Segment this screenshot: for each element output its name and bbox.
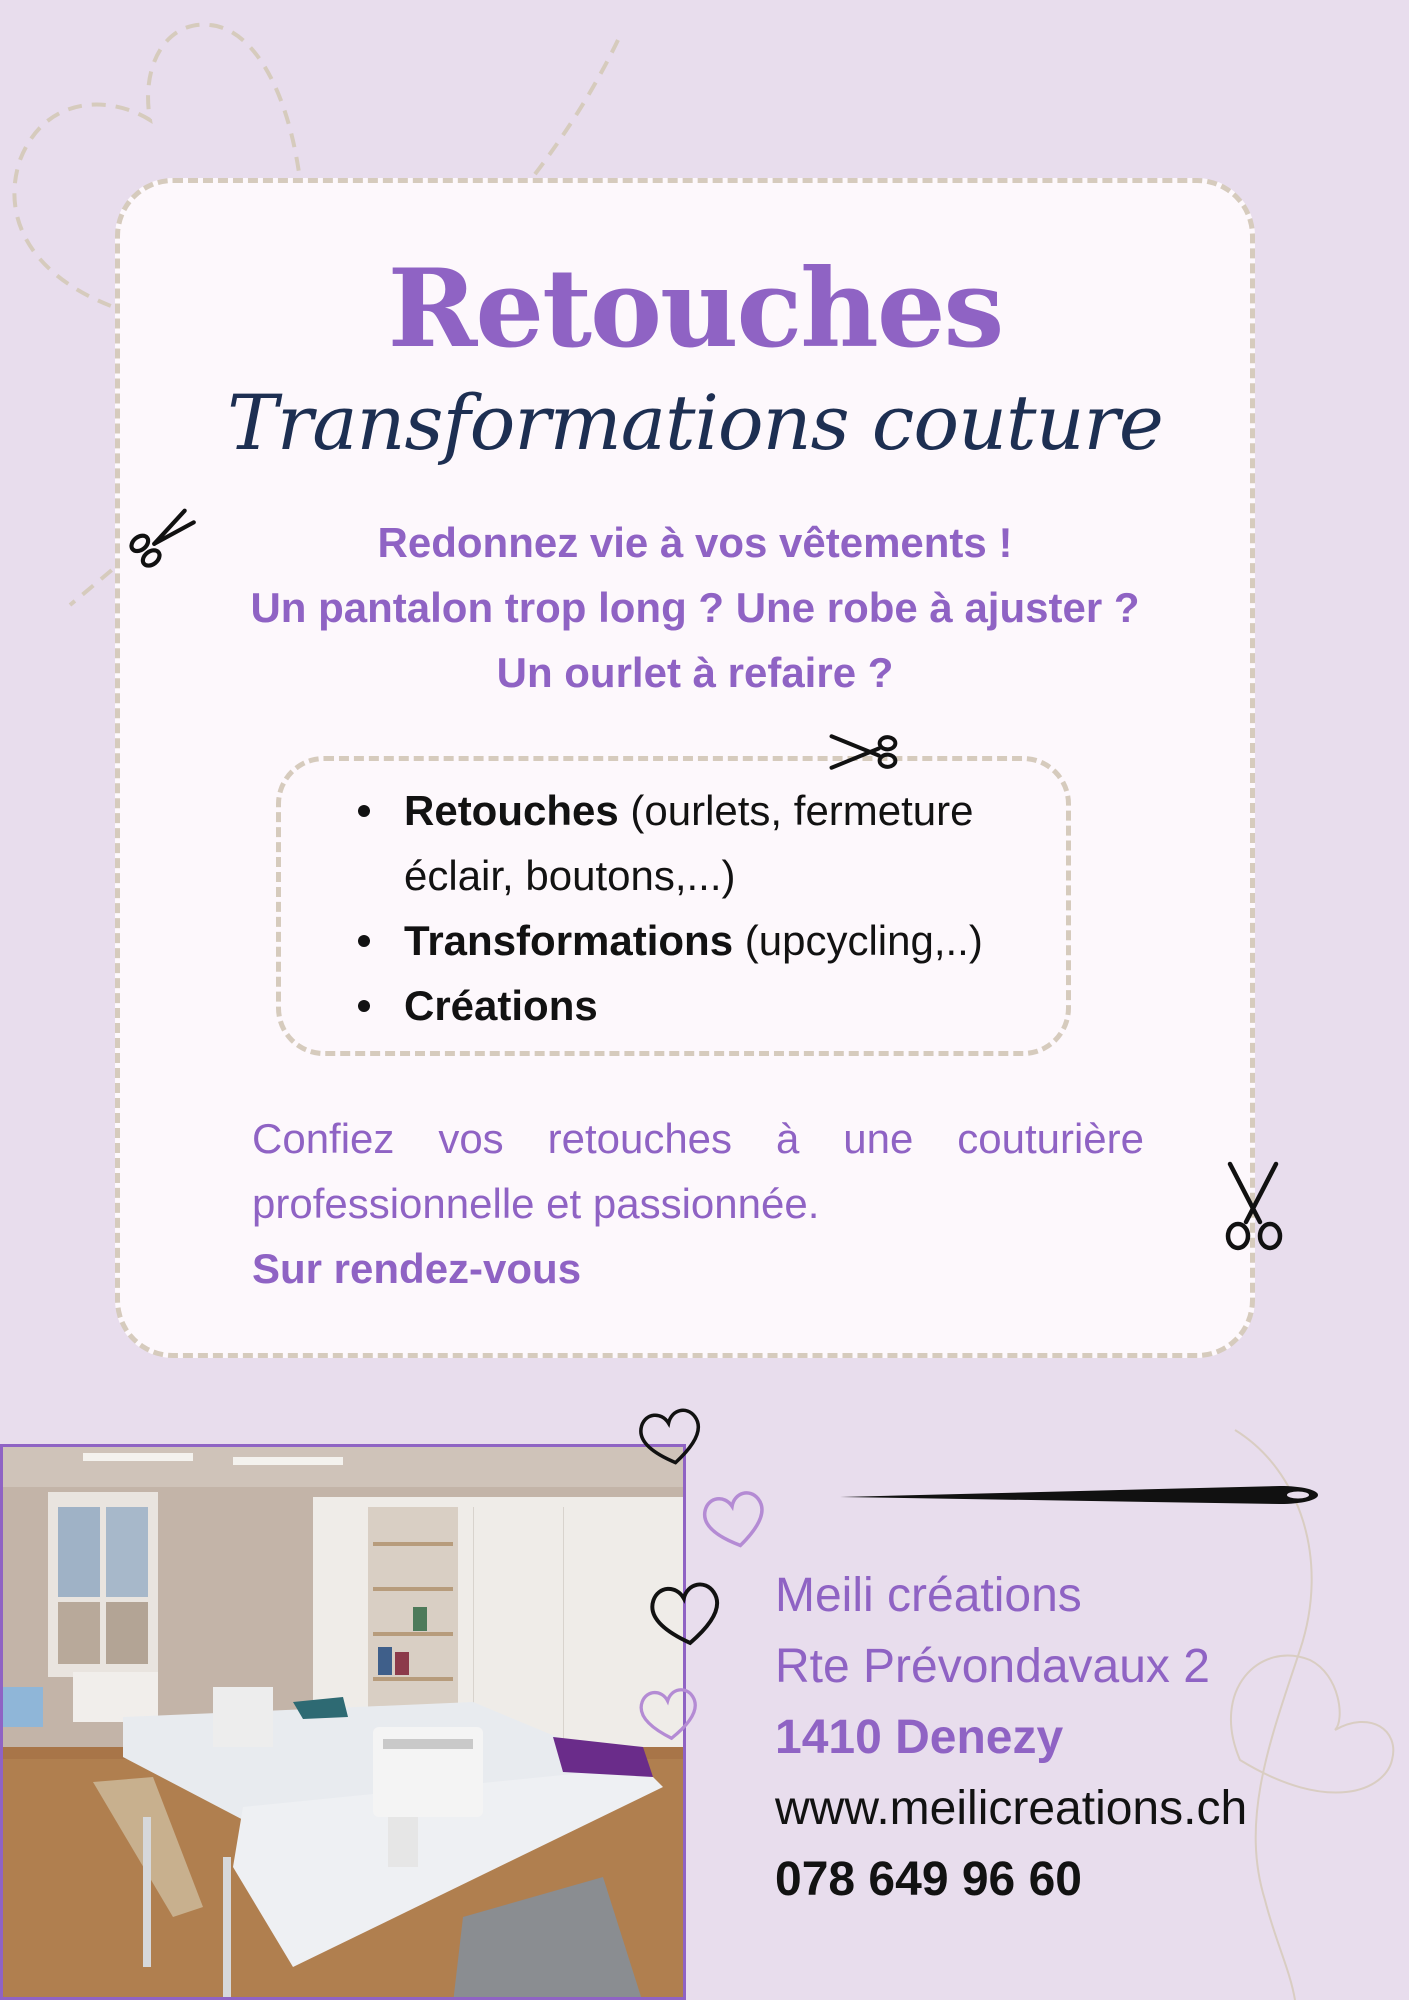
page-title: Retouches	[387, 246, 1003, 372]
website-link[interactable]: www.meilicreations.ch	[775, 1782, 1248, 1835]
street-address: Rte Prévondavaux 2	[775, 1640, 1210, 1693]
service-item-retouches: Retouches (ourlets, fermeture éclair, boutons,...)	[350, 778, 1070, 908]
tagline-line-3: Un ourlet à refaire ?	[496, 649, 894, 696]
workshop-photo-illustration	[3, 1447, 686, 2000]
contact-info	[775, 1560, 1375, 1915]
intro-line-2: professionnelle et passionnée.	[252, 1180, 820, 1227]
scissors-icon	[828, 724, 898, 780]
business-name: Meili créations	[775, 1569, 1082, 1622]
heart-icon	[646, 1578, 726, 1650]
city: 1410 Denezy	[775, 1711, 1064, 1764]
scissors-icon	[1218, 1160, 1288, 1252]
workshop-photo	[0, 1444, 686, 2000]
service-item-transformations: Transformations (upcycling,..)	[350, 908, 1070, 973]
tagline	[115, 510, 1275, 705]
heart-icon	[636, 1684, 702, 1744]
tagline-line-1: Redonnez vie à vos vêtements !	[377, 519, 1013, 566]
scissors-icon	[126, 500, 200, 574]
page-subtitle: Transformations couture	[227, 378, 1163, 467]
phone-number[interactable]: 078 649 96 60	[775, 1853, 1082, 1906]
tagline-line-2: Un pantalon trop long ? Une robe à ajuster ?	[250, 584, 1140, 631]
intro-line-1: Confiez vos retouches à une couturière	[252, 1115, 1144, 1162]
appointment-note: Sur rendez-vous	[252, 1245, 582, 1292]
intro-text	[252, 1106, 1144, 1301]
heart-icon	[636, 1405, 706, 1469]
needle-icon	[840, 1480, 1320, 1510]
service-item-creations: Créations	[350, 973, 1070, 1038]
heart-icon	[700, 1488, 770, 1552]
services-list	[350, 778, 1070, 1038]
